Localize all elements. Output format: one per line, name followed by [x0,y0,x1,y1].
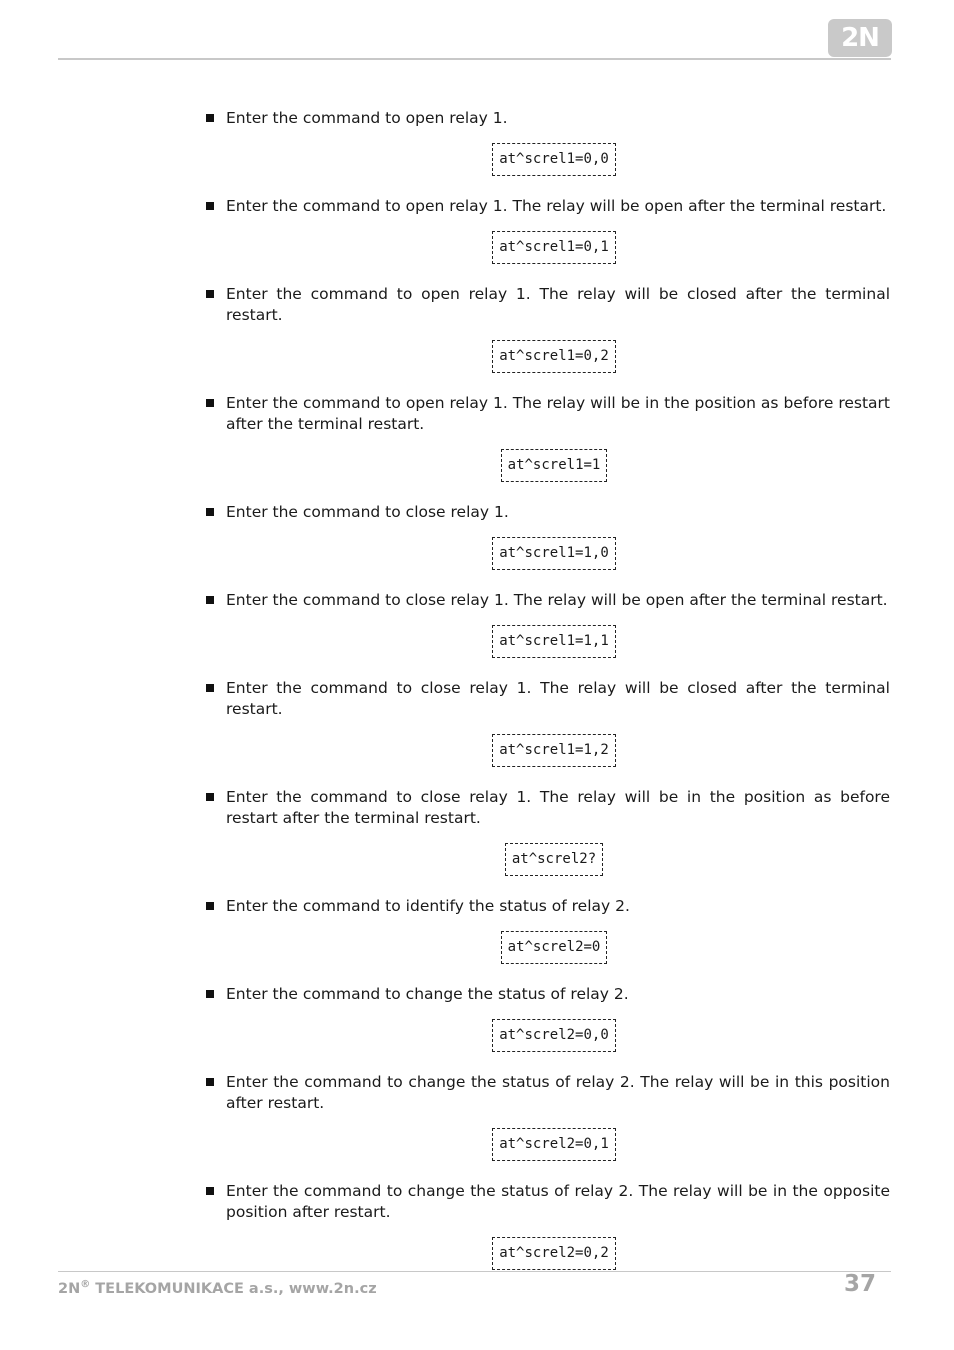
list-item [206,284,890,373]
item-text: Enter the command to close relay 1. The relay will be open after the terminal restart. [226,591,888,609]
bullet-icon [206,202,214,210]
item-text: Enter the command to change the status of relay 2. The relay will be in this position after restart. [226,1073,890,1112]
list-item [206,393,890,482]
bullet-icon [206,684,214,692]
item-text: Enter the command to change the status of relay 2. The relay will be in the opposite position after restart. [226,1182,890,1221]
logo-text: 2N [841,23,879,53]
bullet-icon [206,290,214,298]
bullet-icon [206,596,214,604]
item-text: Enter the command to open relay 1. The relay will be open after the terminal restart. [226,197,887,215]
list-item [206,787,890,876]
item-text: Enter the command to open relay 1. [226,109,508,127]
list-item [206,984,890,1052]
bullet-icon [206,1078,214,1086]
list-item [206,108,890,176]
item-text: Enter the command to identify the status of relay 2. [226,897,630,915]
command-code: at^screl1=1,0 [492,537,616,570]
command-code: at^screl2? [505,843,603,876]
command-code: at^screl1=0,1 [492,231,616,264]
list-item [206,590,890,658]
footer-rule [58,1271,891,1272]
command-code: at^screl2=0,0 [492,1019,616,1052]
bullet-icon [206,990,214,998]
item-text: Enter the command to open relay 1. The relay will be closed after the terminal restart. [226,285,890,324]
bullet-icon [206,793,214,801]
command-code: at^screl2=0,1 [492,1128,616,1161]
item-text: Enter the command to close relay 1. [226,503,509,521]
list-item [206,502,890,570]
item-text: Enter the command to change the status of relay 2. [226,985,629,1003]
command-list [206,108,890,1290]
page-number: 37 [843,1271,876,1297]
item-text: Enter the command to open relay 1. The relay will be in the position as before restart after the terminal restart. [226,394,890,433]
2n-logo [828,19,892,57]
command-code: at^screl1=0,2 [492,340,616,373]
list-item [206,896,890,964]
command-code: at^screl2=0 [501,931,608,964]
bullet-icon [206,902,214,910]
company-text: TELEKOMUNIKACE a.s., www.2n.cz [90,1280,377,1297]
list-item [206,678,890,767]
item-text: Enter the command to close relay 1. The relay will be in the position as before restart after the terminal restart. [226,788,890,827]
command-code: at^screl1=1 [501,449,608,482]
company-prefix: 2N [58,1280,81,1297]
registered-mark: ® [80,1279,91,1290]
command-code: at^screl1=1,2 [492,734,616,767]
list-item [206,1072,890,1161]
command-code: at^screl1=1,1 [492,625,616,658]
header-rule [58,58,891,60]
bullet-icon [206,1187,214,1195]
footer-company [58,1279,377,1297]
item-text: Enter the command to close relay 1. The relay will be closed after the terminal restart. [226,679,890,718]
list-item [206,1181,890,1270]
command-code: at^screl2=0,2 [492,1237,616,1270]
bullet-icon [206,508,214,516]
command-code: at^screl1=0,0 [492,143,616,176]
list-item [206,196,890,264]
bullet-icon [206,399,214,407]
bullet-icon [206,114,214,122]
